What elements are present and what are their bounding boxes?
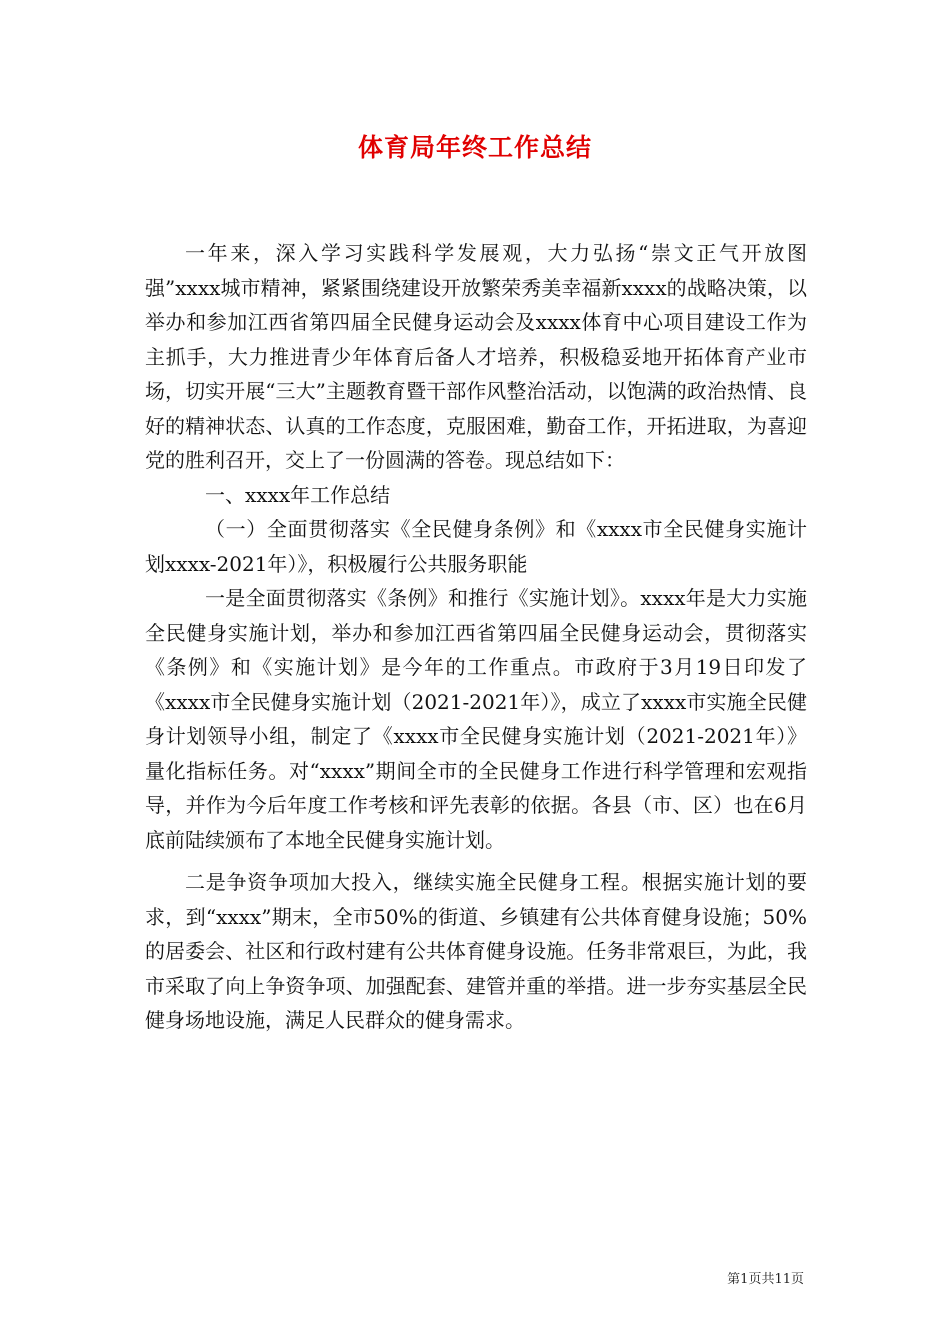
document-title: 体育局年终工作总结 [357,133,592,162]
subsection-heading: （一）全面贯彻落实《全民健身条例》和《xxxx市全民健身实施计划xxxx-2021年）》，积极履行公共服务职能 [145,517,807,576]
page-number: 第1页共11页 [727,1272,804,1287]
intro-paragraph: 一年来，深入学习实践科学发展观，大力弘扬“崇文正气开放图强”xxxx城市精神，紧紧围绕建设开放繁荣秀美幸福新xxxx的战略决策，以举办和参加江西省第四届全民健身运动会及xxxx体育中心项目建设工作为主抓手，大力推进青少年体育后备人才培养，积极稳妥地开拓体育产业市场，切实开展“三大”主题教育暨干部作风整治活动，以饱满的政治热情、良好的精神状态、认真的工作态度，克服困难，勤奋工作，开拓进取，为喜迎党的胜利召开，交上了一份圆满的答卷。现总结如下： [145,241,807,472]
body-paragraph: 二是争资争项加大投入，继续实施全民健身工程。根据实施计划的要求，到“xxxx”期末，全市50%的街道、乡镇建有公共体育健身设施；50%的居委会、社区和行政村建有公共体育健身设施。任务非常艰巨，为此，我市采取了向上争资争项、加强配套、建管并重的举措。进一步夯实基层全民健身场地设施，满足人民群众的健身需求。 [145,870,807,1032]
body-paragraph: 一是全面贯彻落实《条例》和推行《实施计划》。xxxx年是大力实施全民健身实施计划，举办和参加江西省第四届全民健身运动会，贯彻落实《条例》和《实施计划》是今年的工作重点。市政府于3月19日印发了《xxxx市全民健身实施计划（2021-2021年）》，成立了xxxx市实施全民健身计划领导小组，制定了《xxxx市全民健身实施计划（2021-2021年）》量化指标任务。对“xxxx”期间全市的全民健身工作进行科学管理和宏观指导，并作为今后年度工作考核和评先表彰的依据。各县（市、区）也在6月底前陆续颁布了本地全民健身实施计划。 [145,586,807,852]
document-body [145,236,807,1038]
section-heading: 一、xxxx年工作总结 [205,482,391,507]
